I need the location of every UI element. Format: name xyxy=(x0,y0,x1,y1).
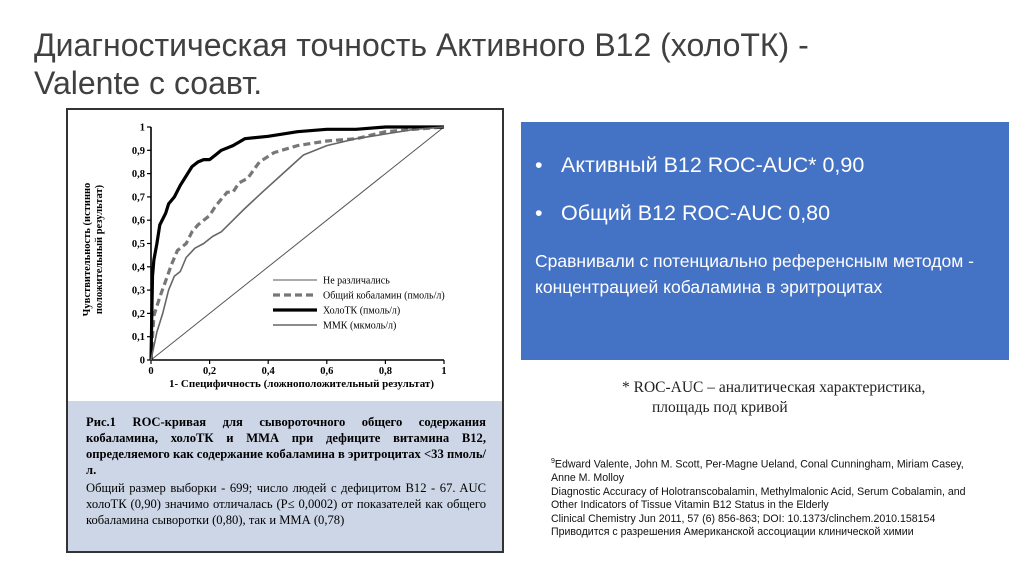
legend-label-0: Не различались xyxy=(323,275,390,287)
slide-title-line2: Valente с соавт. xyxy=(34,65,263,101)
reference-journal: Clinical Chemistry Jun 2011, 57 (6) 856-863; DOI: 10.1373/clinchem.2010.158154 xyxy=(551,512,936,525)
reference-permission: Приводится с разрешения Американской ассоциации клинической химии xyxy=(551,526,914,539)
legend-label-3: ММК (мкмоль/л) xyxy=(323,320,397,332)
y-tick-label: 0 xyxy=(139,355,145,367)
y-tick-label: 1 xyxy=(139,122,145,134)
y-tick-label: 0,6 xyxy=(131,215,145,227)
slide-title-line1: Диагностическая точность Активного B12 (холоТК) - xyxy=(34,27,809,63)
bullet-total-b12-text: Общий B12 ROC-AUC 0,80 xyxy=(561,201,831,225)
footnote-line2: площадь под кривой xyxy=(652,399,788,416)
reference-superscript: 9 xyxy=(551,458,555,465)
x-axis-label: 1- Специфичность (ложноположительный результат) xyxy=(169,378,434,390)
y-axis-label-line1: Чувствительность (истинно xyxy=(82,182,93,317)
bullet-total-b12 xyxy=(535,200,995,226)
y-tick-label: 0,4 xyxy=(131,262,145,274)
reference-authors-1: Edward Valente, John M. Scott, Per-Magne Ueland, Conal Cunningham, Miriam Casey, xyxy=(554,458,964,471)
bullet-dot: • xyxy=(535,153,543,177)
x-tick-label: 0,8 xyxy=(378,366,392,377)
bullet-active-b12 xyxy=(535,152,995,178)
info-box-text: Сравнивали с потенциально референсным методом - концентрацией кобаламина в эритроцитах xyxy=(535,251,974,297)
caption-bold-text: Рис.1 ROC-кривая для сывороточного общего содержания кобаламина, холоТК и ММА при дефиците витамина B12, определяемого как содержание кобаламина в эритроцитах <33 пмоль/л. xyxy=(86,415,486,477)
x-tick-label: 0,4 xyxy=(261,366,275,377)
roc-chart xyxy=(68,110,506,405)
legend-label-1: Общий кобаламин (пмоль/л) xyxy=(323,290,445,302)
roc-auc-footnote xyxy=(622,378,1022,418)
reference-authors-2: Anne M. Molloy xyxy=(551,472,625,485)
x-tick-label: 0,2 xyxy=(203,366,217,377)
y-tick-label: 0,2 xyxy=(131,308,145,320)
y-axis-label-line2: положительный результат) xyxy=(94,184,105,315)
x-tick-label: 1 xyxy=(441,366,447,377)
info-box xyxy=(521,122,1009,360)
y-tick-label: 0,1 xyxy=(131,332,145,344)
footnote-line1: * ROC-AUC – аналитическая характеристика, xyxy=(622,379,926,396)
slide-title xyxy=(34,26,934,102)
x-tick-label: 0 xyxy=(148,366,154,377)
x-tick-label: 0,6 xyxy=(320,366,334,377)
bullet-dot: • xyxy=(535,201,543,225)
bullet-active-b12-text: Активный B12 ROC-AUC* 0,90 xyxy=(561,153,865,177)
reference-citation xyxy=(551,455,1011,540)
roc-chart-frame xyxy=(66,108,504,403)
caption-normal-text: Общий размер выборки - 699; число людей с дефицитом B12 - 67. AUC холоТК (0,90) значимо отличалась (P≤ 0,0002) от показателей как общего кобаламина сыворотки (0,80), так и ММА (0,78) xyxy=(86,481,486,527)
y-tick-label: 0,7 xyxy=(131,192,145,204)
y-tick-label: 0,9 xyxy=(131,145,145,157)
y-tick-label: 0,5 xyxy=(131,239,145,250)
figure-caption-box xyxy=(66,401,504,553)
reference-title-2: Other Indicators of Tissue Vitamin B12 Status in the Elderly xyxy=(551,499,829,512)
y-tick-label: 0,8 xyxy=(131,169,145,181)
y-tick-label: 0,3 xyxy=(131,285,145,297)
reference-title-1: Diagnostic Accuracy of Holotranscobalamin, Methylmalonic Acid, Serum Cobalamin, and xyxy=(551,485,966,498)
legend-label-2: ХолоТК (пмоль/л) xyxy=(323,305,401,317)
